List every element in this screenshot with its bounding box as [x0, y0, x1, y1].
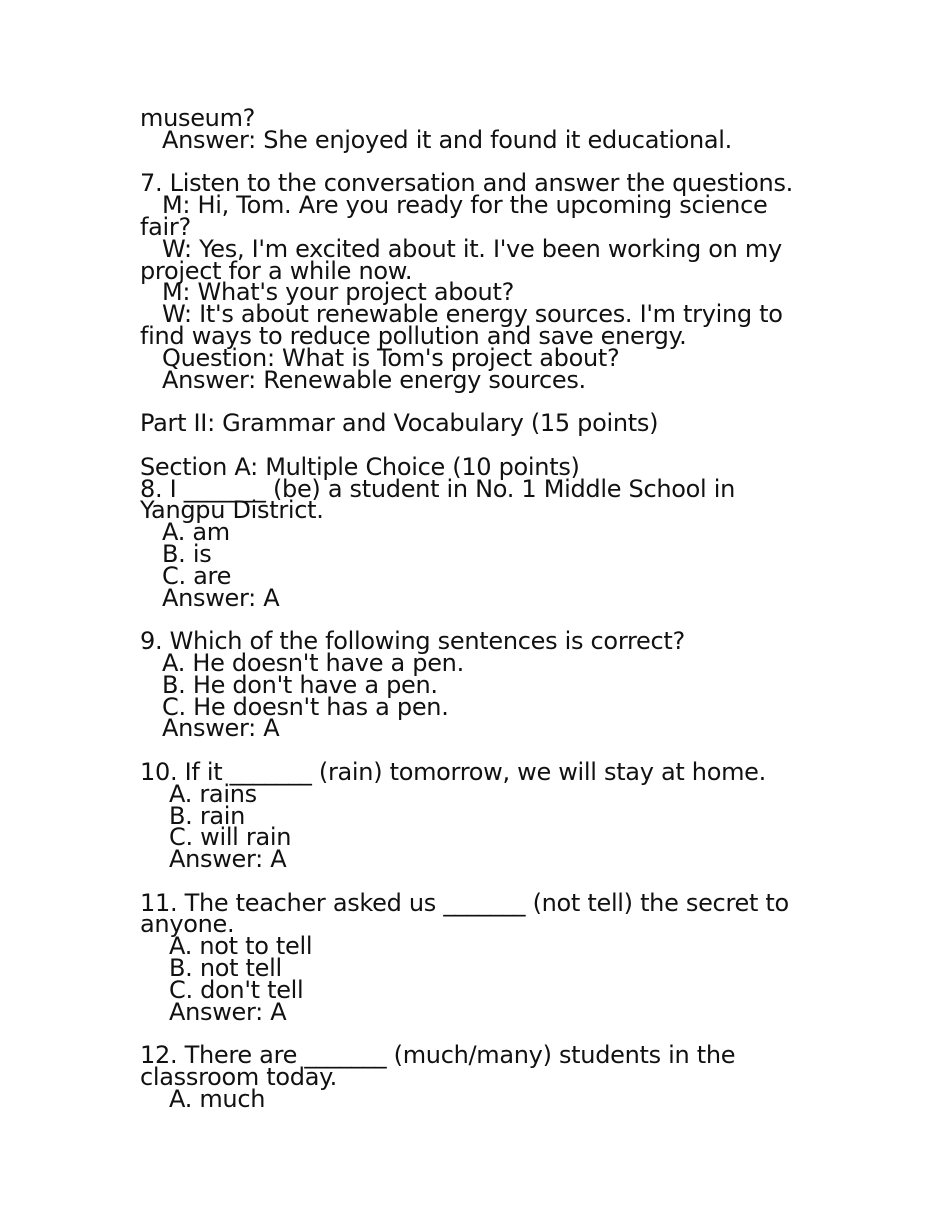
- text-line: fair?: [140, 212, 191, 241]
- text-line: anyone.: [140, 910, 235, 939]
- text-line: Question: What is Tom's project about?: [162, 343, 620, 372]
- text-line: 8. I _______ (be) a student in No. 1 Middle School in: [140, 474, 735, 503]
- text-line: project for a while now.: [140, 256, 413, 285]
- text-line: A. rains: [169, 779, 257, 808]
- text-line: W: Yes, I'm excited about it. I've been working on my: [162, 234, 782, 263]
- text-line: B. He don't have a pen.: [162, 670, 438, 699]
- text-line: B. not tell: [169, 954, 282, 983]
- text-line: 10. If it _______ (rain) tomorrow, we will stay at home.: [140, 757, 766, 786]
- text-line: 7. Listen to the conversation and answer the questions.: [140, 169, 793, 198]
- text-line: A. He doesn't have a pen.: [162, 648, 464, 677]
- text-line: 12. There are _______ (much/many) students in the: [140, 1041, 736, 1070]
- text-line: Answer: A: [169, 997, 287, 1026]
- text-line: C. He doesn't has a pen.: [162, 692, 449, 721]
- text-line: 11. The teacher asked us _______ (not tell) the secret to: [140, 888, 789, 917]
- text-line: A. not to tell: [169, 932, 313, 961]
- text-line: Answer: A: [169, 845, 287, 874]
- text-line: 9. Which of the following sentences is correct?: [140, 627, 685, 656]
- text-line: classroom today.: [140, 1063, 337, 1092]
- text-line: Part II: Grammar and Vocabulary (15 points): [140, 409, 659, 438]
- text-line: A. much: [169, 1084, 266, 1113]
- text-line: M: Hi, Tom. Are you ready for the upcoming science: [162, 191, 768, 220]
- text-line: Answer: Renewable energy sources.: [162, 365, 586, 394]
- text-line: B. rain: [169, 801, 246, 830]
- text-line: Section A: Multiple Choice (10 points): [140, 452, 580, 481]
- text-line: C. are: [162, 561, 232, 590]
- text-line: Answer: A: [162, 583, 280, 612]
- text-line: C. will rain: [169, 823, 292, 852]
- text-line: Yangpu District.: [140, 496, 324, 525]
- text-line: museum?: [140, 104, 256, 132]
- text-line: Answer: She enjoyed it and found it educational.: [162, 125, 732, 154]
- text-line: A. am: [162, 518, 230, 547]
- text-line: B. is: [162, 539, 212, 568]
- text-line: C. don't tell: [169, 975, 304, 1004]
- text-line: W: It's about renewable energy sources. I'm trying to: [162, 300, 783, 329]
- text-line: M: What's your project about?: [162, 278, 515, 307]
- text-line: Answer: A: [162, 714, 280, 743]
- document-page: [140, 104, 820, 1113]
- text-line: find ways to reduce pollution and save energy.: [140, 321, 687, 350]
